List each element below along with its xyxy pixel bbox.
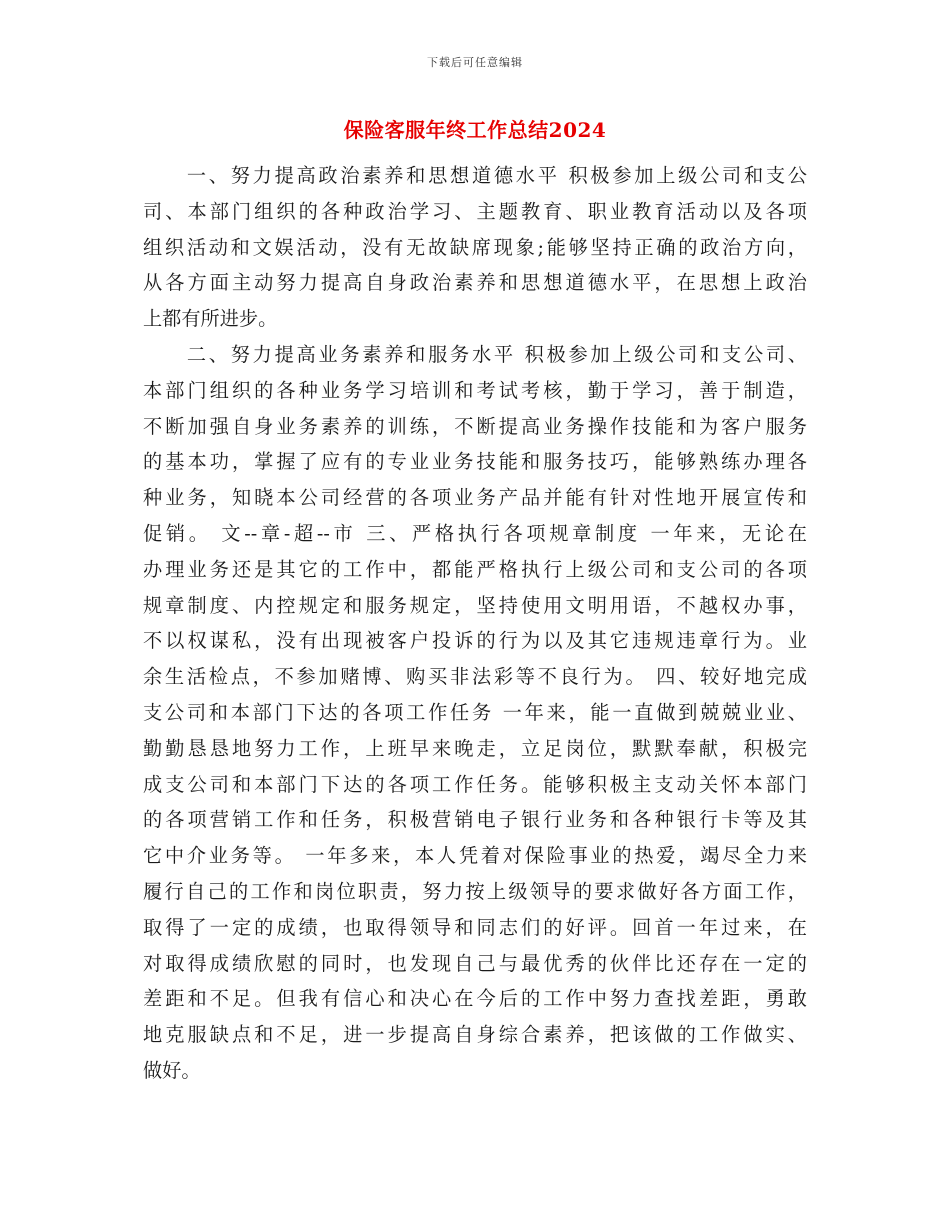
paragraph-line: 不断加强自身业务素养的训练，不断提高业务操作技能和为客户服务 xyxy=(143,414,807,438)
paragraph-line: 种业务，知晓本公司经营的各项业务产品并能有针对性地开展宣传和 xyxy=(143,486,807,510)
document-title: 保险客服年终工作总结2024 xyxy=(343,118,607,142)
paragraph-line: 履行自己的工作和岗位职责，努力按上级领导的要求做好各方面工作， xyxy=(143,879,807,903)
paragraph-line: 不以权谋私，没有出现被客户投诉的行为以及其它违规违章行为。业 xyxy=(143,629,807,653)
paragraph-line: 组织活动和文娱活动，没有无故缺席现象;能够坚持正确的政治方向， xyxy=(143,235,807,259)
paragraph-line: 办理业务还是其它的工作中，都能严格执行上级公司和支公司的各项 xyxy=(143,557,807,581)
paragraph-line: 司、本部门组织的各种政治学习、主题教育、职业教育活动以及各项 xyxy=(143,199,807,223)
paragraph-line: 的各项营销工作和任务，积极营销电子银行业务和各种银行卡等及其 xyxy=(143,808,807,832)
paragraph-line: 它中介业务等。 一年多来，本人凭着对保险事业的热爱，竭尽全力来 xyxy=(143,844,807,868)
paragraph-line: 对取得成绩欣慰的同时，也发现自己与最优秀的伙伴比还存在一定的 xyxy=(143,951,807,975)
paragraph-line: 余生活检点，不参加赌博、购买非法彩等不良行为。 四、较好地完成 xyxy=(143,665,807,689)
paragraph-line: 成支公司和本部门下达的各项工作任务。能够积极主支动关怀本部门 xyxy=(143,772,807,796)
paragraph-line: 做好。 xyxy=(143,1058,201,1082)
paragraph-line: 规章制度、内控规定和服务规定，坚持使用文明用语，不越权办事， xyxy=(143,593,807,617)
paragraph-line: 一、努力提高政治素养和思想道德水平 积极参加上级公司和支公 xyxy=(143,164,807,187)
paragraph-line: 促销。 文--章-超--市 三、严格执行各项规章制度 一年来，无论在 xyxy=(143,521,807,545)
paragraph-line: 地克服缺点和不足，进一步提高自身综合素养，把该做的工作做实、 xyxy=(143,1023,807,1047)
header-note: 下载后可任意编辑 xyxy=(427,56,523,69)
paragraph-line: 从各方面主动努力提高自身政治素养和思想道德水平，在思想上政治 xyxy=(143,271,807,295)
document-body xyxy=(143,158,807,1089)
paragraph-line: 上都有所进步。 xyxy=(143,307,278,331)
paragraph-line: 本部门组织的各种业务学习培训和考试考核，勤于学习，善于制造， xyxy=(143,378,807,402)
paragraph-line: 的基本功，掌握了应有的专业业务技能和服务技巧，能够熟练办理各 xyxy=(143,450,807,474)
paragraph-line: 二、努力提高业务素养和服务水平 积极参加上级公司和支公司、 xyxy=(143,342,807,366)
paragraph-line: 支公司和本部门下达的各项工作任务 一年来，能一直做到兢兢业业、 xyxy=(143,700,807,724)
paragraph-line: 取得了一定的成绩，也取得领导和同志们的好评。回首一年过来，在 xyxy=(143,915,807,939)
paragraph-line: 差距和不足。但我有信心和决心在今后的工作中努力查找差距，勇敢 xyxy=(143,987,807,1011)
paragraph-line: 勤勤恳恳地努力工作，上班早来晚走，立足岗位，默默奉献，积极完 xyxy=(143,736,807,760)
